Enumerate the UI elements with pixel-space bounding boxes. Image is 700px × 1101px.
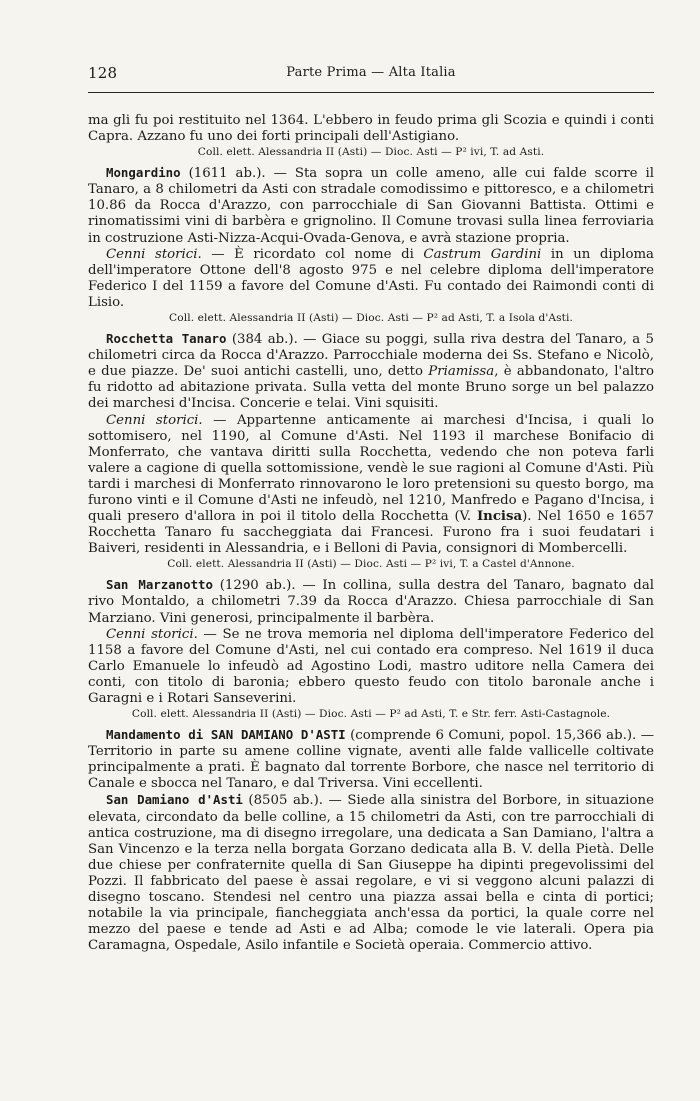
mandamento-san-damiano: Mandamento di SAN DAMIANO D'ASTI (comprende 6 Comuni, popol. 15,366 ab.). — Territorio in parte su amene colline vignate, aventi alle falde vallicelle coltivate principalmente a prati. È bagnato dal torrente Borbore, che nasce nel territorio di Canale e sbocca nel Tanaro, e dal Triversa. Vini eccellenti. bbox=[88, 727, 654, 792]
page bbox=[88, 64, 654, 954]
entry-name: San Marzanotto bbox=[106, 577, 213, 593]
header-rule bbox=[88, 92, 654, 93]
san-marzanotto-cenni: Cenni storici. — Se ne trova memoria nel diploma dell'imperatore Federico del 1158 a favore del Comune d'Asti, nel cui contado era compreso. Nel 1619 il duca Carlo Emanuele lo infeudò ad Agostino Lodi, mastro uditore nella Camera dei conti, con titolo di baronia; ebbero questo feudo con titolo baronale anche i Garagni e i Rotari Sanseverini. bbox=[88, 626, 655, 706]
entry-rocchetta: Rocchetta Tanaro (384 ab.). — Giace su poggi, sulla riva destra del Tanaro, a 5 chilometri circa da Rocca d'Arazzo. Parrocchiale moderna dei Ss. Stefano e Nicolò, e due piazze. De' suoi antichi castelli, uno, detto Priamissa, è abbandonato, l'altro fu ridotto ad abitazione privata. Sulla vetta del monte Bruno sorge un bel palazzo dei marchesi d'Incisa. Concerie e telai. Vini squisiti. bbox=[88, 331, 655, 412]
page-number: 128 bbox=[88, 64, 118, 82]
entry-san-damiano: San Damiano d'Asti (8505 ab.). — Siede alla sinistra del Borbore, in situazione elevata, circondato da belle colline, a 15 chilometri da Asti, con tre parrocchiali di antica costruzione, ma di disegno irregolare, una dedicata a San Damiano, l'altra a San Vincenzo e la terza nella borgata Gorzano dedicata alla B. V. della Pietà. Delle due chiese per confraternite quella di San Giuseppe ha dipinti pregevolissimi del Pozzi. Il fabbricato del paese è assai regolare, e vi si veggono alcuni palazzi di disegno toscano. Stendesi nel centro una piazza assai bella e cinta di portici; notabile la via principale, fiancheggiata anch'essa da portici, la quale corre nel mezzo del paese e tende ad Asti e ad Alba; comode le vie laterali. Opera pia Caramagna, Ospedale, Asilo infantile e Società operaia. Commercio attivo. bbox=[88, 792, 654, 954]
entry-name: Mongardino bbox=[106, 165, 181, 181]
entry-name: San Damiano d'Asti bbox=[106, 792, 243, 808]
mongardino-cenni: Cenni storici. — È ricordato col nome di Castrum Gardini in un diploma dell'imperatore Ottone dell'8 agosto 975 e nel celebre diploma dell'imperatore Federico I del 1159 a favore del Comune d'Asti. Fu contado dei Raimondi conti di Lisio. bbox=[88, 246, 654, 310]
intro-collegio: Coll. elett. Alessandria II (Asti) — Dioc. Asti — P² ivi, T. ad Asti. bbox=[197, 146, 545, 159]
page-body bbox=[88, 113, 654, 954]
entry-mongardino: Mongardino (1611 ab.). — Sta sopra un colle ameno, alle cui falde scorre il Tanaro, a 8 chilometri da Asti con stradale comodissimo e pittoresco, e a chilometri 10.86 da Rocca d'Arazzo, con parrocchiale di San Giovanni Battista. Ottimi e rinomatissimi vini di barbèra e grignolino. Il Comune trovasi sulla linea ferroviaria in costruzione Asti-Nizza-Acqui-Ovada-Genova, e avrà stazione propria. bbox=[88, 165, 654, 246]
intro-paragraph: ma gli fu poi restituito nel 1364. L'ebbero in feudo prima gli Scozia e quindi i conti Capra. Azzano fu uno dei forti principali dell'Astigiano. bbox=[88, 113, 654, 145]
entry-san-marzanotto: San Marzanotto (1290 ab.). — In collina, sulla destra del Tanaro, bagnato dal rivo Montaldo, a chilometri 7.39 da Rocca d'Arazzo. Chiesa parrocchiale di San Marziano. Vini generosi, principalmente il barbèra. bbox=[88, 577, 654, 626]
rocchetta-collegio: Coll. elett. Alessandria II (Asti) — Dioc. Asti — P² ivi, T. a Castel d'Annone. bbox=[167, 558, 575, 571]
mandamento-name: SAN DAMIANO D'ASTI bbox=[210, 727, 346, 743]
page-header bbox=[88, 64, 654, 88]
entry-name: Rocchetta Tanaro bbox=[106, 331, 227, 347]
rocchetta-cenni: Cenni storici. — Appartenne anticamente ai marchesi d'Incisa, i quali lo sottomisero, nel 1190, al Comune d'Asti. Nel 1193 il marchese Bonifacio di Monferrato, che vantava diritti sulla Rocchetta, vedendo che non poteva farli valere a cagione di quella sottomissione, vendè le sue ragioni al Comune d'Asti. Più tardi i marchesi di Monferrato rinnovarono le loro pretensioni su questo borgo, ma furono vinti e il Comune d'Asti ne infeudò, nel 1210, Manfredo e Pagano d'Incisa, i quali presero d'allora in poi il titolo della Rocchetta (V. Incisa). Nel 1650 e 1657 Rocchetta Tanaro fu saccheggiata dai Francesi. Furono fra i suoi feudatari i Baiveri, residenti in Alessandria, e i Belloni di Pavia, consignori di Mombercelli. bbox=[88, 412, 654, 557]
running-title: Parte Prima — Alta Italia bbox=[286, 65, 456, 80]
san-marzanotto-collegio: Coll. elett. Alessandria II (Asti) — Dioc. Asti — P² ad Asti, T. e Str. ferr. Asti-Castagnole. bbox=[131, 708, 611, 721]
mongardino-collegio: Coll. elett. Alessandria II (Asti) — Dioc. Asti — P² ad Asti, T. a Isola d'Asti. bbox=[169, 312, 573, 325]
